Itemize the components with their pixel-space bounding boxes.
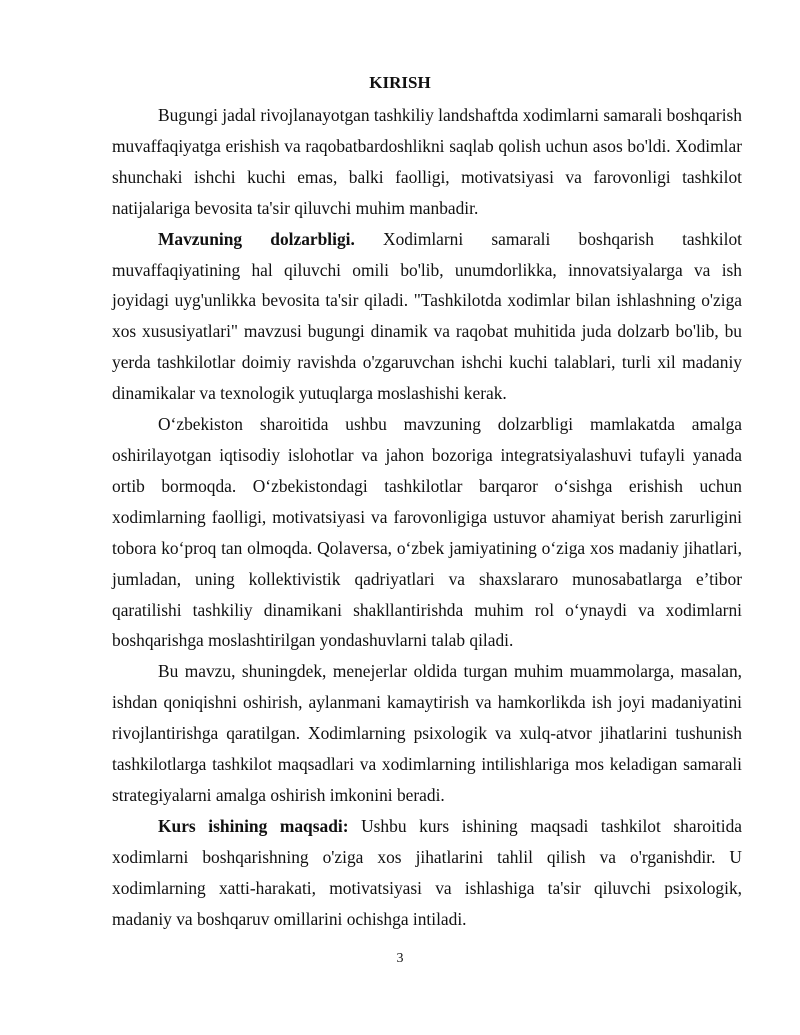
body-text — [112, 100, 742, 934]
paragraph-managers — [112, 656, 742, 811]
paragraph-text: Bugungi jadal rivojlanayotgan tashkiliy landshaftda xodimlarni samarali boshqarish muvaffaqiyatga erishish va raqobatbardoshlikni saqlab qolish uchun asos bo'ldi. Xodimlar shunchaki ishchi kuchi emas, balki faolligi, motivatsiyasi va farovonligi tashkilot natijalariga bevosita ta'sir qiluvchi muhim manbadir. — [112, 105, 742, 218]
page-title: KIRISH — [369, 73, 431, 92]
paragraph-lead: Mavzuning dolzarbligi. — [158, 228, 355, 249]
paragraph-text: Ushbu kurs ishining maqsadi tashkilot sharoitida xodimlarni boshqarishning o'ziga xos jihatlarini tahlil qilish va o'rganishdir. U xodimlarning xatti-harakati, motivatsiyasi va ishlashiga ta'sir qiluvchi psixologik, madaniy va boshqaruv omillarini ochishga intiladi. — [112, 815, 742, 929]
paragraph-goal — [112, 811, 742, 935]
paragraph-lead: Kurs ishining maqsadi: — [158, 815, 349, 836]
paragraph-text: O‘zbekiston sharoitida ushbu mavzuning dolzarbligi mamlakatda amalga oshirilayotgan iqtisodiy islohotlar va jahon bozoriga integratsiyalashuvi tufayli yanada ortib bormoqda. O‘zbekistondagi tashkilotlar barqaror o‘sishga erishish uchun xodimlarning faolligi, motivatsiyasi va farovonligiga ustuvor ahamiyat berish zarurligini tobora ko‘proq tan olmoqda. Qolaversa, o‘zbek jamiyatining o‘ziga xos madaniy jihatlari, jumladan, uning kollektivistik qadriyatlari va shaxslararo munosabatlarga e’tibor qaratilishi tashkiliy dinamikani shakllantirishda muhim rol o‘ynaydi va xodimlarni boshqarishga moslashtirilgan yondashuvlarni talab qiladi. — [112, 414, 742, 651]
paragraph-intro — [112, 100, 742, 224]
paragraph-text: Bu mavzu, shuningdek, menejerlar oldida turgan muhim muammolarga, masalan, ishdan qoniqishni oshirish, aylanmani kamaytirish va hamkorlikda ish joyi madaniyatini rivojlantirishga qaratilgan. Xodimlarning psixologik va xulq-atvor jihatlarini tushunish tashkilotlarga tashkilot maqsadlari va xodimlarning intilishlariga mos keladigan samarali strategiyalarni amalga oshirish imkonini beradi. — [112, 661, 742, 805]
paragraph-uzbekistan — [112, 409, 742, 656]
paragraph-relevance — [112, 224, 742, 409]
page-number: 3 — [396, 951, 404, 966]
paragraph-text: Xodimlarni samarali boshqarish tashkilot muvaffaqiyatining hal qiluvchi omili bo'lib, unumdorlikka, innovatsiyalarga va ish joyidagi uyg'unlikka bevosita ta'sir qiladi. "Tashkilotda xodimlar bilan ishlashning o'ziga xos xususiyatlari" mavzusi bugungi dinamik va raqobat muhitida juda dolzarb bo'lib, bu yerda tashkilotlar doimiy ravishda o'zgaruvchan ishchi kuchi talablari, turli xil madaniy dinamikalar va texnologik yutuqlarga moslashishi kerak. — [112, 228, 742, 404]
